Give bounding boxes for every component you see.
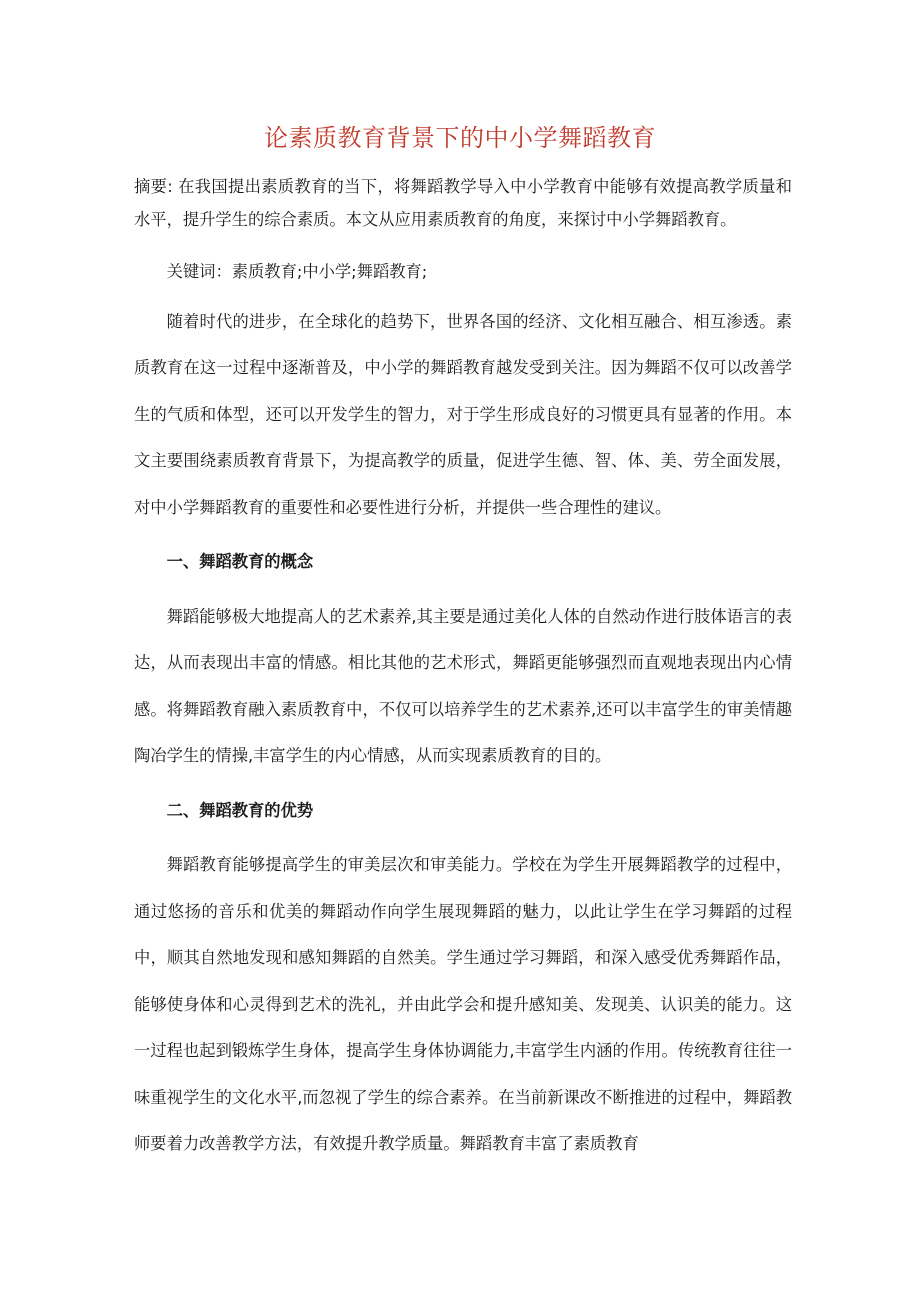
intro-paragraph: 随着时代的进步，在全球化的趋势下，世界各国的经济、文化相互融合、相互渗透。素质教育在这一过程中逐渐普及，中小学的舞蹈教育越发受到关注。因为舞蹈不仅可以改善学生的气质和体型，还可以开发学生的智力，对于学生形成良好的习惯更具有显著的作用。本文主要围绕素质教育背景下，为提高教学的质量，促进学生德、智、体、美、劳全面发展，对中小学舞蹈教育的重要性和必要性进行分析，并提供一些合理性的建议。: [134, 311, 792, 517]
section-paragraph-advantages: 舞蹈教育能够提高学生的审美层次和审美能力。学校在为学生开展舞蹈教学的过程中，通过悠扬的音乐和优美的舞蹈动作向学生展现舞蹈的魅力，以此让学生在学习舞蹈的过程中，顺其自然地发现和感知舞蹈的自然美。学生通过学习舞蹈，和深入感受优秀舞蹈作品，能够使身体和心灵得到艺术的洗礼，并由此学会和提升感知美、发现美、认识美的能力。这一过程也起到锻炼学生身体，提高学生身体协调能力,丰富学生内涵的作用。传统教育往往一味重视学生的文化水平,而忽视了学生的综合素养。在当前新课改不断推进的过程中，舞蹈教师要着力改善教学方法，有效提升教学质量。舞蹈教育丰富了素质教育: [134, 855, 792, 1153]
section-heading-concept: 一、舞蹈教育的概念: [166, 552, 314, 571]
section-paragraph-concept: 舞蹈能够极大地提高人的艺术素养,其主要是通过美化人体的自然动作进行肢体语言的表达，从而表现出丰富的情感。相比其他的艺术形式，舞蹈更能够强烈而直观地表现出内心情感。将舞蹈教育融入素质教育中，不仅可以培养学生的艺术素养,还可以丰富学生的审美情趣陶冶学生的情操,丰富学生的内心情感，从而实现素质教育的目的。: [134, 606, 792, 765]
section-heading-advantages: 二、舞蹈教育的优势: [166, 800, 314, 820]
document-title: 论素质教育背景下的中小学舞蹈教育: [264, 124, 656, 152]
abstract-paragraph: 摘要: 在我国提出素质教育的当下，将舞蹈教学导入中小学教育中能够有效提高教学质量和水平，提升学生的综合素质。本文从应用素质教育的角度，来探讨中小学舞蹈教育。: [134, 177, 792, 229]
keywords-paragraph: 关键词：素质教育;中小学;舞蹈教育;: [166, 262, 428, 281]
document-body: [134, 170, 792, 1168]
